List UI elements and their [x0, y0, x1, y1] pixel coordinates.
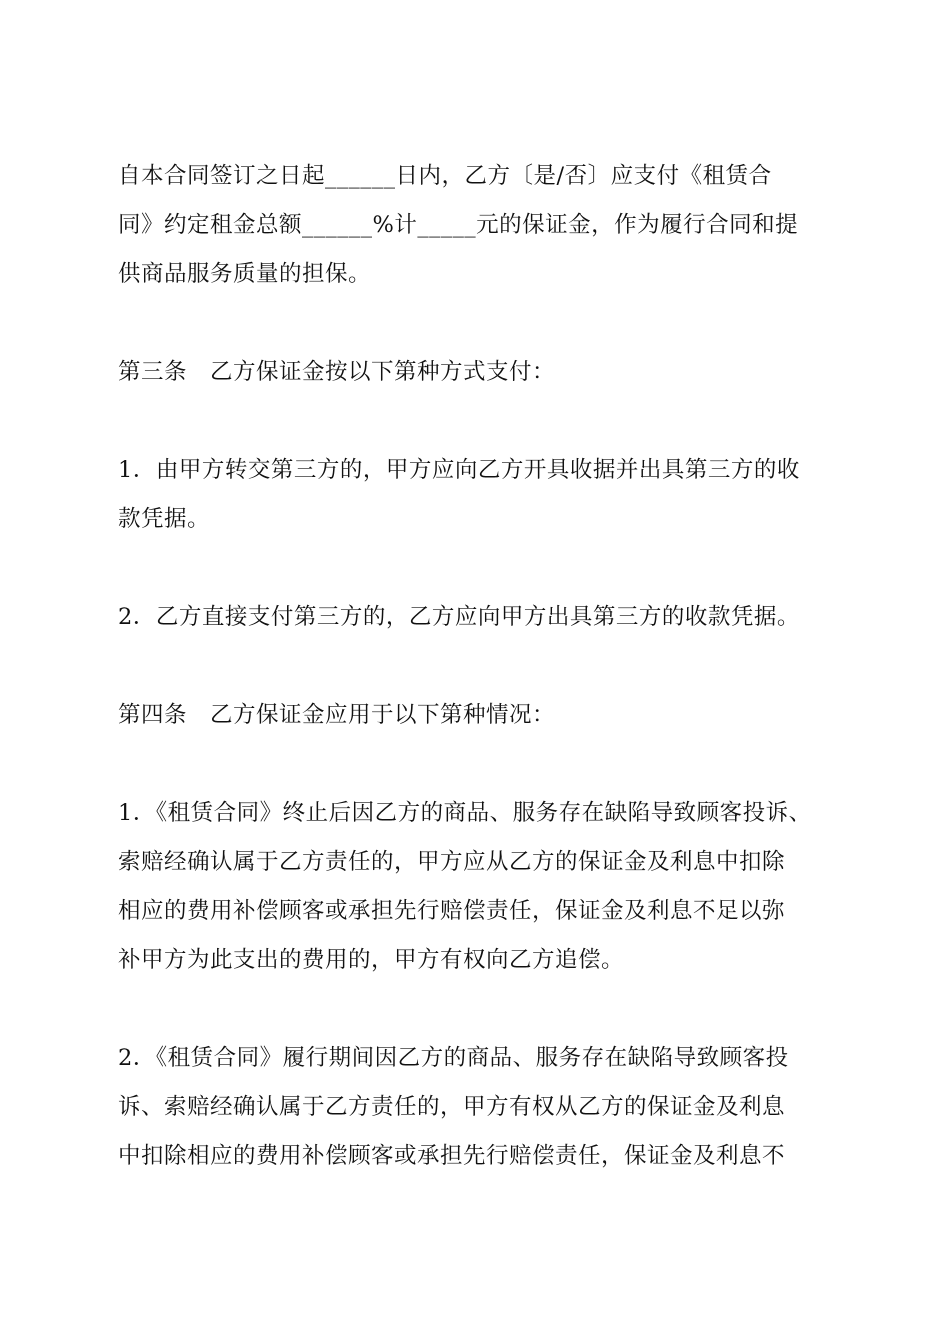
article-4-item-2 — [118, 1034, 834, 1181]
article-4-heading — [118, 691, 834, 740]
text-line: 第四条 乙方保证金应用于以下第种情况： — [118, 702, 556, 728]
text-line: 同》约定租金总额______%计_____元的保证金，作为履行合同和提 — [118, 212, 799, 238]
text-line: 1．《租赁合同》终止后因乙方的商品、服务存在缺陷导致顾客投诉、 — [118, 800, 812, 826]
text-line: 相应的费用补偿顾客或承担先行赔偿责任，保证金及利息不足以弥 — [118, 898, 786, 924]
text-line: 第三条 乙方保证金按以下第种方式支付： — [118, 359, 556, 385]
text-line: 诉、索赔经确认属于乙方责任的，甲方有权从乙方的保证金及利息 — [118, 1094, 786, 1120]
paragraph-spacer — [118, 642, 834, 691]
text-line: 2．乙方直接支付第三方的，乙方应向甲方出具第三方的收款凭据。 — [118, 604, 800, 630]
paragraph-spacer — [118, 397, 834, 446]
paragraph-spacer — [118, 299, 834, 348]
paragraph-deposit-clause — [118, 152, 834, 299]
paragraph-spacer — [118, 544, 834, 593]
article-3-item-2 — [118, 593, 834, 642]
article-3-heading — [118, 348, 834, 397]
text-line: 中扣除相应的费用补偿顾客或承担先行赔偿责任，保证金及利息不 — [118, 1143, 786, 1169]
text-line: 1．由甲方转交第三方的，甲方应向乙方开具收据并出具第三方的收 — [118, 457, 800, 483]
article-3-item-1 — [118, 446, 834, 544]
paragraph-spacer — [118, 740, 834, 789]
text-line: 款凭据。 — [118, 506, 211, 532]
document-body — [118, 152, 834, 1181]
text-line: 索赔经确认属于乙方责任的，甲方应从乙方的保证金及利息中扣除 — [118, 849, 786, 875]
text-line: 供商品服务质量的担保。 — [118, 261, 372, 287]
text-line: 补甲方为此支出的费用的，甲方有权向乙方追偿。 — [118, 947, 625, 973]
text-line: 自本合同签订之日起______日内，乙方〔是/否〕应支付《租赁合 — [118, 163, 772, 189]
article-4-item-1 — [118, 789, 834, 985]
paragraph-spacer — [118, 985, 834, 1034]
text-line: 2．《租赁合同》履行期间因乙方的商品、服务存在缺陷导致顾客投 — [118, 1045, 789, 1071]
